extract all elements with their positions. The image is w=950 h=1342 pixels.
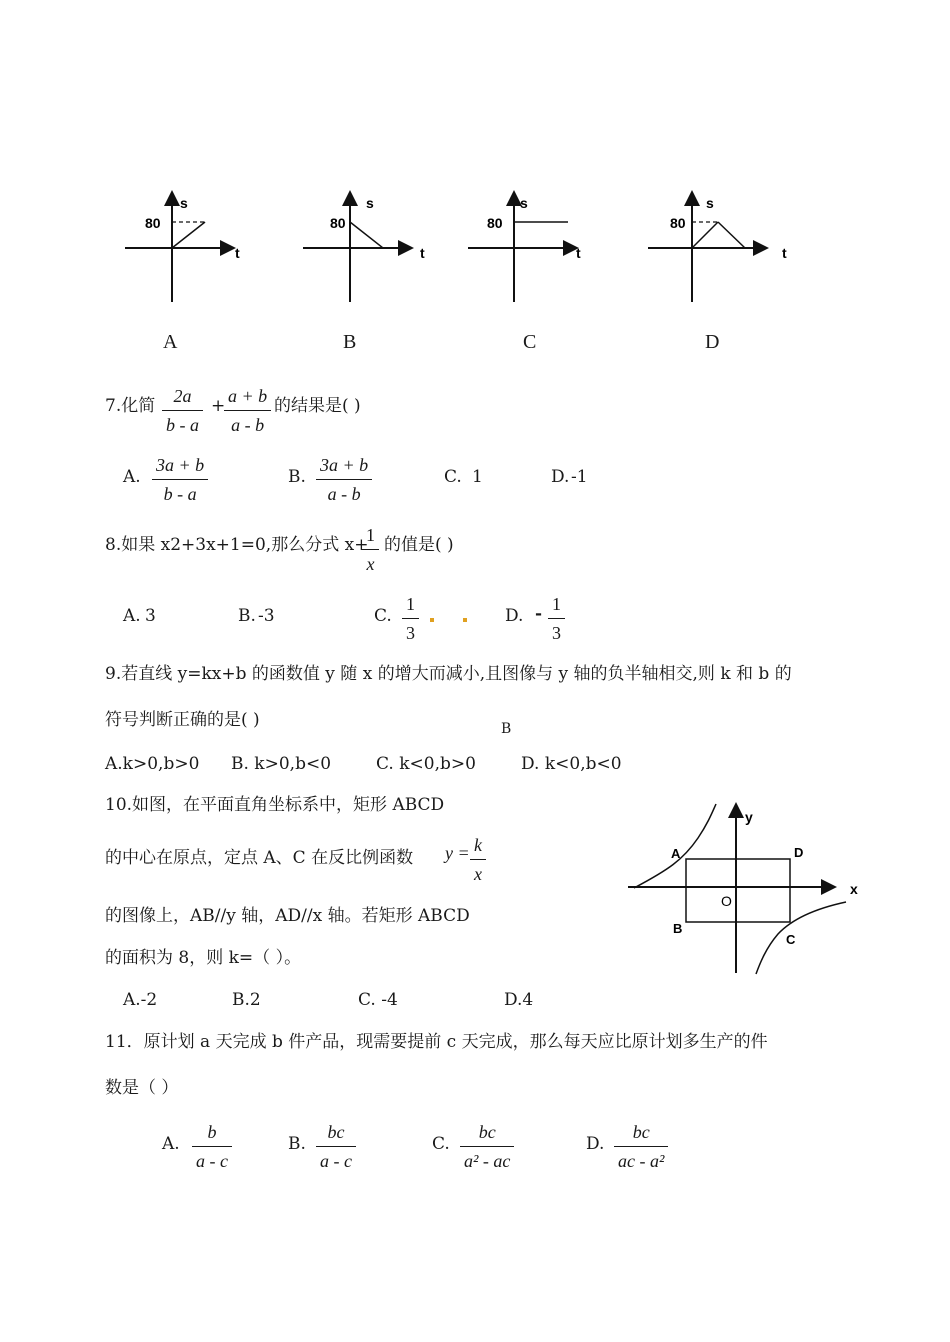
q10-line4: 的面积为 8，则 k=（ ）。	[105, 948, 302, 968]
q8-prefix: 8.如果 x2+3x+1=0,那么分式 x+	[105, 535, 369, 555]
q7-option-c: 1	[472, 467, 483, 487]
q7-option-c-label: C.	[444, 467, 462, 487]
q8-option-a-label: A.	[123, 606, 141, 626]
q7-option-d-label: D.	[551, 467, 570, 487]
q7-frac1	[162, 386, 203, 436]
q7-frac1-den: b - a	[166, 415, 199, 435]
graph-c-80: 80	[487, 215, 503, 231]
graph-d-80: 80	[670, 215, 686, 231]
q11-option-d-frac: $\frac{bc}{\text{ac - a²}}$	[614, 1122, 668, 1172]
graph-b-80: 80	[330, 215, 346, 231]
q10-point-b: B	[673, 921, 683, 936]
q8-option-d-frac: $\frac{1}{3}$	[548, 594, 565, 644]
q10-option-c: C. -4	[358, 990, 398, 1010]
graph-d-letter: D	[705, 331, 720, 353]
q11-option-c-frac: $\frac{bc}{\text{a² - ac}}$	[460, 1122, 514, 1172]
graph-d	[648, 194, 787, 302]
graph-d-up	[692, 222, 718, 248]
q7-frac2-num: a + b	[224, 386, 271, 411]
q10-func-lhs: y =	[445, 843, 470, 863]
q10-origin-label: O	[721, 893, 732, 909]
graph-a-letter: A	[163, 331, 178, 353]
graph-b-line	[350, 222, 383, 248]
q10-func-frac: $\frac{k}{x}$	[470, 835, 486, 885]
graph-a-line	[172, 222, 205, 248]
q7-plus: +	[211, 396, 226, 416]
q10-point-a: A	[671, 846, 681, 861]
q10-option-d: D.4	[504, 990, 534, 1010]
q10-rectangle	[686, 859, 790, 922]
graph-c	[468, 194, 581, 302]
q11-option-a-label: A.	[162, 1134, 180, 1154]
q8-option-d-sign: -	[535, 604, 543, 624]
q9-option-c: C. k<0,b>0	[376, 754, 476, 774]
q10-y-label: y	[745, 809, 753, 825]
q10-point-c: C	[786, 932, 796, 947]
graph-d-t: t	[782, 245, 787, 261]
q7-option-a-label: A.	[123, 467, 141, 487]
graph-b-s: s	[366, 195, 374, 211]
st-graphs	[0, 180, 950, 320]
q9-line2: 符号判断正确的是( )	[105, 710, 260, 730]
stray-mark-2	[463, 618, 467, 622]
q11-line1: 11．原计划 a 天完成 b 件产品，现需要提前 c 天完成，那么每天应比原计划多生产的件	[105, 1032, 768, 1052]
q7-option-a-frac: $\frac{3a + b}{b - a}$	[152, 455, 208, 505]
q7-prefix: 7.化简	[105, 396, 156, 416]
q7-frac2-den: a - b	[231, 415, 265, 435]
q8-option-a: 3	[145, 606, 156, 626]
q7-frac1-num: 2a	[162, 386, 203, 411]
q10-figure	[628, 798, 878, 978]
q9-option-d: D. k<0,b<0	[521, 754, 622, 774]
q9-option-b: B. k>0,b<0	[231, 754, 332, 774]
q8-option-b: -3	[258, 606, 275, 626]
q8-option-c-frac: $\frac{1}{3}$	[402, 594, 419, 644]
q8-option-b-label: B.	[238, 606, 256, 626]
q9-line1: 9.若直线 y=kx+b 的函数值 y 随 x 的增大而减小,且图像与 y 轴的负半轴相交,则 k 和 b 的	[105, 664, 792, 684]
q10-line2: 的中心在原点，定点 A、C 在反比例函数	[105, 848, 414, 868]
graph-d-s: s	[706, 195, 714, 211]
graph-a-s: s	[180, 195, 188, 211]
q11-option-b-label: B.	[288, 1134, 306, 1154]
graph-c-letter: C	[523, 331, 537, 353]
graph-c-s: s	[520, 195, 528, 211]
graph-a	[125, 194, 240, 302]
graph-d-down	[718, 222, 745, 248]
graph-b-t: t	[420, 245, 425, 261]
q9-stray-b: B	[501, 721, 512, 737]
q7-suffix: 的结果是( )	[274, 396, 361, 416]
q8-option-c-label: C.	[374, 606, 392, 626]
q7-frac2	[224, 386, 271, 436]
graph-b	[303, 194, 425, 302]
q11-option-d-label: D.	[586, 1134, 605, 1154]
q10-x-label: x	[850, 881, 858, 897]
q11-option-c-label: C.	[432, 1134, 450, 1154]
q10-hyperbola-right	[756, 902, 846, 974]
q7-option-d: -1	[571, 467, 588, 487]
q7-option-b-label: B.	[288, 467, 306, 487]
graph-a-t: t	[235, 245, 240, 261]
q10-option-a: A.-2	[123, 990, 158, 1010]
q8-suffix: 的值是( )	[384, 535, 454, 555]
q11-option-b-frac: $\frac{bc}{a - c}$	[316, 1122, 356, 1172]
q10-line3: 的图像上，AB//y 轴，AD//x 轴。若矩形 ABCD	[105, 906, 470, 926]
q11-line2: 数是（ ）	[105, 1078, 179, 1098]
graph-b-letter: B	[343, 331, 357, 353]
q8-frac: $\frac{1}{x}$	[362, 525, 379, 575]
stray-mark-1	[430, 618, 434, 622]
graph-c-t: t	[576, 245, 581, 261]
q11-option-a-frac: $\frac{b}{a - c}$	[192, 1122, 232, 1172]
q8-option-d-label: D.	[505, 606, 524, 626]
q9-option-a: A.k>0,b>0	[105, 754, 200, 774]
q7-option-b-frac: $\frac{3a + b}{a - b}$	[316, 455, 372, 505]
graph-a-80: 80	[145, 215, 161, 231]
q10-option-b: B.2	[232, 990, 261, 1010]
q10-line1: 10.如图，在平面直角坐标系中，矩形 ABCD	[105, 795, 445, 815]
q10-point-d: D	[794, 845, 804, 860]
